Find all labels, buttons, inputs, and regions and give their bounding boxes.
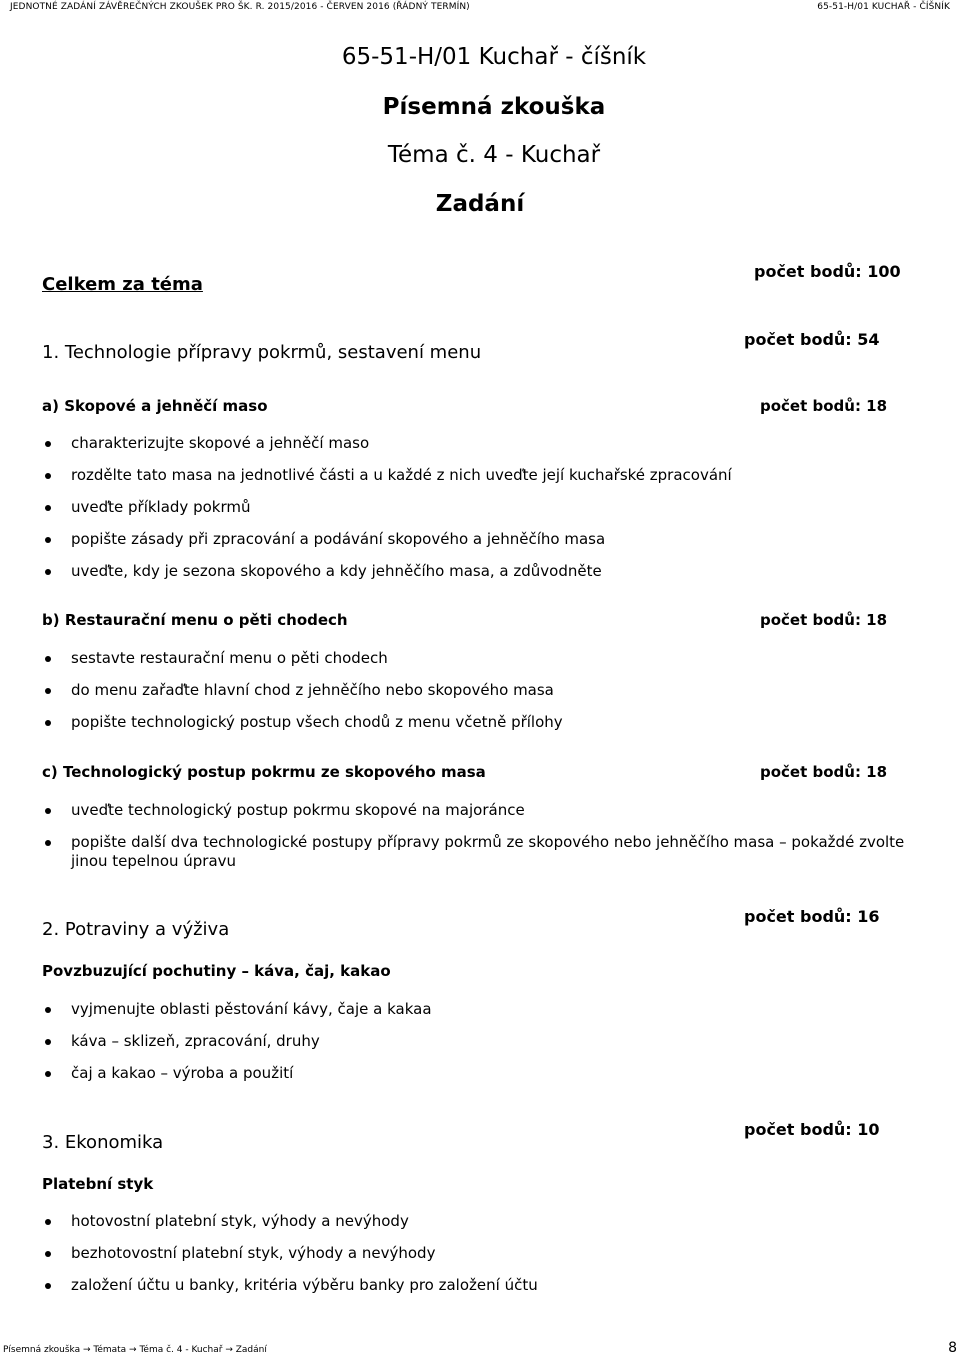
list-item: vyjmenujte oblasti pěstování kávy, čaje a kakaa bbox=[42, 1000, 912, 1019]
section-3-points: počet bodů: 10 bbox=[744, 1120, 880, 1139]
header-right-text: 65-51-H/01 KUCHAŘ - ČÍŠNÍK bbox=[817, 2, 950, 12]
section-2-list bbox=[42, 1000, 912, 1096]
list-item: popište technologický postup všech chodů z menu včetně přílohy bbox=[42, 713, 912, 732]
section-1a-title: a) Skopové a jehněčí maso bbox=[42, 397, 268, 415]
page-header bbox=[10, 2, 950, 16]
list-item: čaj a kakao – výroba a použití bbox=[42, 1064, 912, 1083]
section-3-list bbox=[42, 1212, 912, 1308]
list-item: založení účtu u banky, kritéria výběru banky pro založení účtu bbox=[42, 1276, 912, 1295]
section-1a-points: počet bodů: 18 bbox=[760, 397, 888, 415]
list-item: charakterizujte skopové a jehněčí maso bbox=[42, 434, 912, 453]
section-1-points: počet bodů: 54 bbox=[744, 330, 880, 349]
section-1c-list bbox=[42, 801, 912, 884]
list-item: uveďte příklady pokrmů bbox=[42, 498, 912, 517]
total-label: Celkem za téma bbox=[42, 274, 203, 295]
list-item: uveďte, kdy je sezona skopového a kdy jehněčího masa, a zdůvodněte bbox=[42, 562, 912, 581]
section-1b-title: b) Restaurační menu o pěti chodech bbox=[42, 611, 348, 629]
section-1c-points: počet bodů: 18 bbox=[760, 763, 888, 781]
exam-code-title: 65-51-H/01 Kuchař - číšník bbox=[341, 44, 647, 70]
list-item: káva – sklizeň, zpracování, druhy bbox=[42, 1032, 912, 1051]
section-2-title: 2. Potraviny a výživa bbox=[42, 919, 230, 940]
section-2-subtitle: Povzbuzující pochutiny – káva, čaj, kakao bbox=[42, 962, 391, 980]
section-3-subtitle: Platební styk bbox=[42, 1175, 154, 1193]
section-1b-list bbox=[42, 649, 912, 745]
section-2-points: počet bodů: 16 bbox=[744, 907, 880, 926]
assignment-title: Zadání bbox=[435, 191, 525, 217]
section-3-title: 3. Ekonomika bbox=[42, 1132, 164, 1153]
section-1-title: 1. Technologie přípravy pokrmů, sestavení menu bbox=[42, 342, 482, 363]
section-1c-title: c) Technologický postup pokrmu ze skopového masa bbox=[42, 763, 486, 781]
footer-breadcrumb: Písemná zkouška → Témata → Téma č. 4 - Kuchař → Zadání bbox=[3, 1345, 267, 1355]
list-item: bezhotovostní platební styk, výhody a nevýhody bbox=[42, 1244, 912, 1263]
list-item: uveďte technologický postup pokrmu skopové na majoránce bbox=[42, 801, 912, 820]
exam-type-title: Písemná zkouška bbox=[382, 94, 606, 120]
section-1a-list bbox=[42, 434, 912, 594]
list-item: rozdělte tato masa na jednotlivé části a u každé z nich uveďte její kuchařské zpracování bbox=[42, 466, 912, 485]
topic-title: Téma č. 4 - Kuchař bbox=[387, 142, 601, 168]
total-points: počet bodů: 100 bbox=[754, 262, 901, 281]
list-item: popište zásady při zpracování a podávání skopového a jehněčího masa bbox=[42, 530, 912, 549]
list-item: popište další dva technologické postupy přípravy pokrmů ze skopového nebo jehněčího masa – pokaždé zvolte jinou tepelnou úpravu bbox=[42, 833, 912, 871]
section-1b-points: počet bodů: 18 bbox=[760, 611, 888, 629]
page-number: 8 bbox=[948, 1340, 957, 1356]
list-item: sestavte restaurační menu o pěti chodech bbox=[42, 649, 912, 668]
header-left-text: JEDNOTNÉ ZADÁNÍ ZÁVĚREČNÝCH ZKOUŠEK PRO ŠK. R. 2015/2016 - ČERVEN 2016 (ŘÁDNÝ TERMÍN) bbox=[10, 2, 470, 12]
list-item: hotovostní platební styk, výhody a nevýhody bbox=[42, 1212, 912, 1231]
list-item: do menu zařaďte hlavní chod z jehněčího nebo skopového masa bbox=[42, 681, 912, 700]
